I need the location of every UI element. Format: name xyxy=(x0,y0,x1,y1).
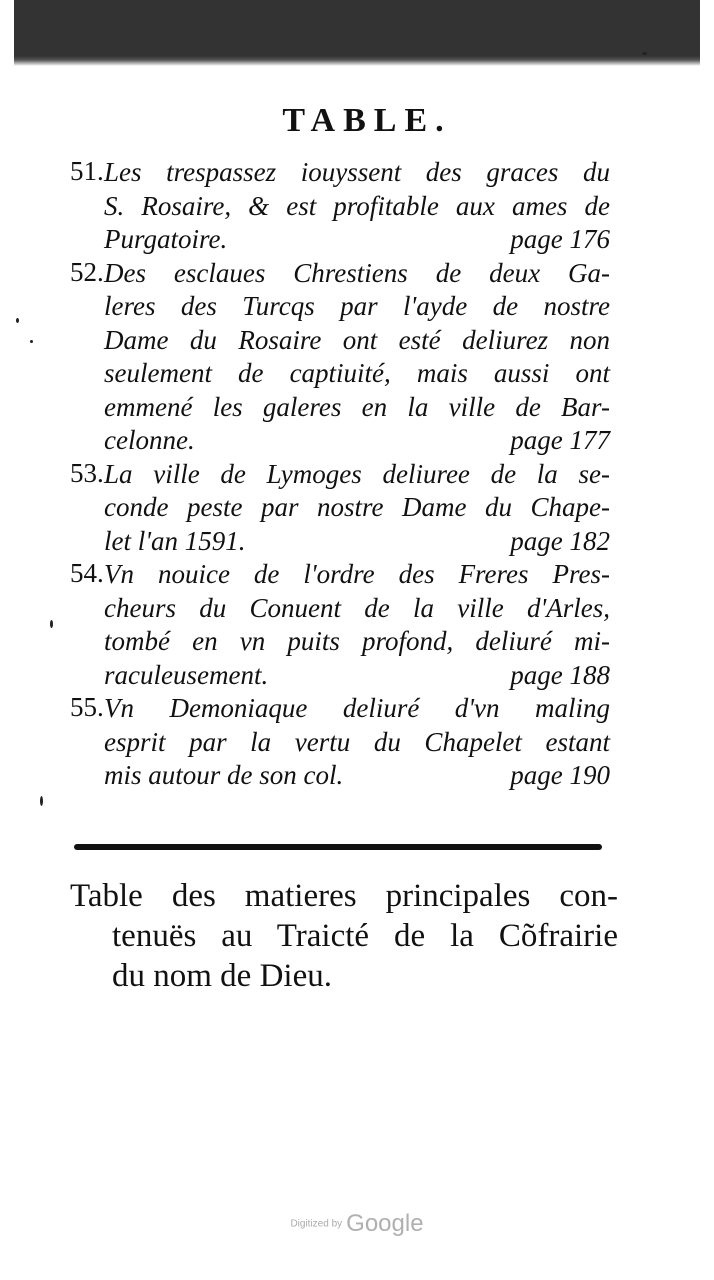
section-title-line: Table des matieres principales con- xyxy=(70,878,618,914)
digitized-watermark xyxy=(0,1210,714,1238)
entry-line: Des esclaues Chrestiens de deux Ga- xyxy=(104,257,610,288)
section-title xyxy=(70,876,618,996)
entry-last-line xyxy=(104,525,610,559)
entry-line: mis autour de son col. xyxy=(104,760,344,790)
section-divider-rule xyxy=(74,844,602,850)
entry-line: leres des Turcqs par l'ayde de nostre xyxy=(104,291,610,321)
entry-number: 55. xyxy=(70,692,104,722)
entry-page-ref: page 182 xyxy=(510,525,610,556)
table-entry-52 xyxy=(70,257,610,458)
entry-line: let l'an 1591. xyxy=(104,525,246,556)
entry-line: seulement de captiuité, mais aussi ont xyxy=(104,358,610,388)
page-heading: TABLE. xyxy=(282,102,452,139)
entry-last-line xyxy=(104,659,610,693)
entry-line: esprit par la vertu du Chapelet estant xyxy=(104,726,610,757)
entry-line: raculeusement. xyxy=(104,659,269,690)
entry-line: Les trespassez iouyssent des graces du xyxy=(104,157,610,187)
entry-line: cheurs du Conuent de la ville d'Arles, xyxy=(104,592,610,623)
entry-last-line xyxy=(104,759,610,793)
entry-line: S. Rosaire, & est profitable aux ames de xyxy=(104,190,610,221)
entry-line: Vn nouice de l'ordre des Freres Pres- xyxy=(104,559,610,589)
section-title-line: du nom de Dieu. xyxy=(112,958,332,994)
entry-line: Purgatoire. xyxy=(104,224,228,254)
table-entry-51 xyxy=(70,156,610,257)
table-entries xyxy=(70,156,610,793)
entry-page-ref: page 190 xyxy=(510,760,610,790)
entry-number: 52. xyxy=(70,256,104,287)
scan-top-band-edge xyxy=(14,56,700,66)
google-logo: Google xyxy=(346,1210,424,1237)
entry-line: Dame du Rosaire ont esté deliurez non xyxy=(104,324,610,355)
entry-line: emmené les galeres en la ville de Bar- xyxy=(104,391,610,422)
entry-line: conde peste par nostre Dame du Chape- xyxy=(104,492,610,522)
entry-line: tombé en vn puits profond, deliuré mi- xyxy=(104,626,610,656)
scan-speck xyxy=(30,340,33,343)
entry-line: La ville de Lymoges deliuree de la se- xyxy=(104,458,610,489)
scan-speck xyxy=(50,620,53,628)
entry-number: 51. xyxy=(70,156,104,186)
entry-last-line xyxy=(104,223,610,257)
entry-page-ref: page 177 xyxy=(510,425,610,455)
table-entry-55 xyxy=(70,692,610,793)
digitized-by-label: Digitized by xyxy=(290,1218,343,1230)
table-entry-54 xyxy=(70,558,610,692)
section-title-line: tenuës au Traicté de la Cõfrairie xyxy=(112,918,618,954)
entry-page-ref: page 176 xyxy=(510,224,610,254)
scan-speck xyxy=(40,796,43,806)
scan-speck xyxy=(642,52,647,55)
scan-top-band xyxy=(14,0,700,62)
entry-line: Vn Demoniaque deliuré d'vn maling xyxy=(104,693,610,723)
table-entry-53 xyxy=(70,458,610,559)
entry-page-ref: page 188 xyxy=(510,659,610,690)
entry-number: 53. xyxy=(70,457,104,488)
entry-number: 54. xyxy=(70,558,104,588)
scan-speck xyxy=(16,318,19,323)
entry-line: celonne. xyxy=(104,425,195,455)
entry-last-line xyxy=(104,424,610,458)
